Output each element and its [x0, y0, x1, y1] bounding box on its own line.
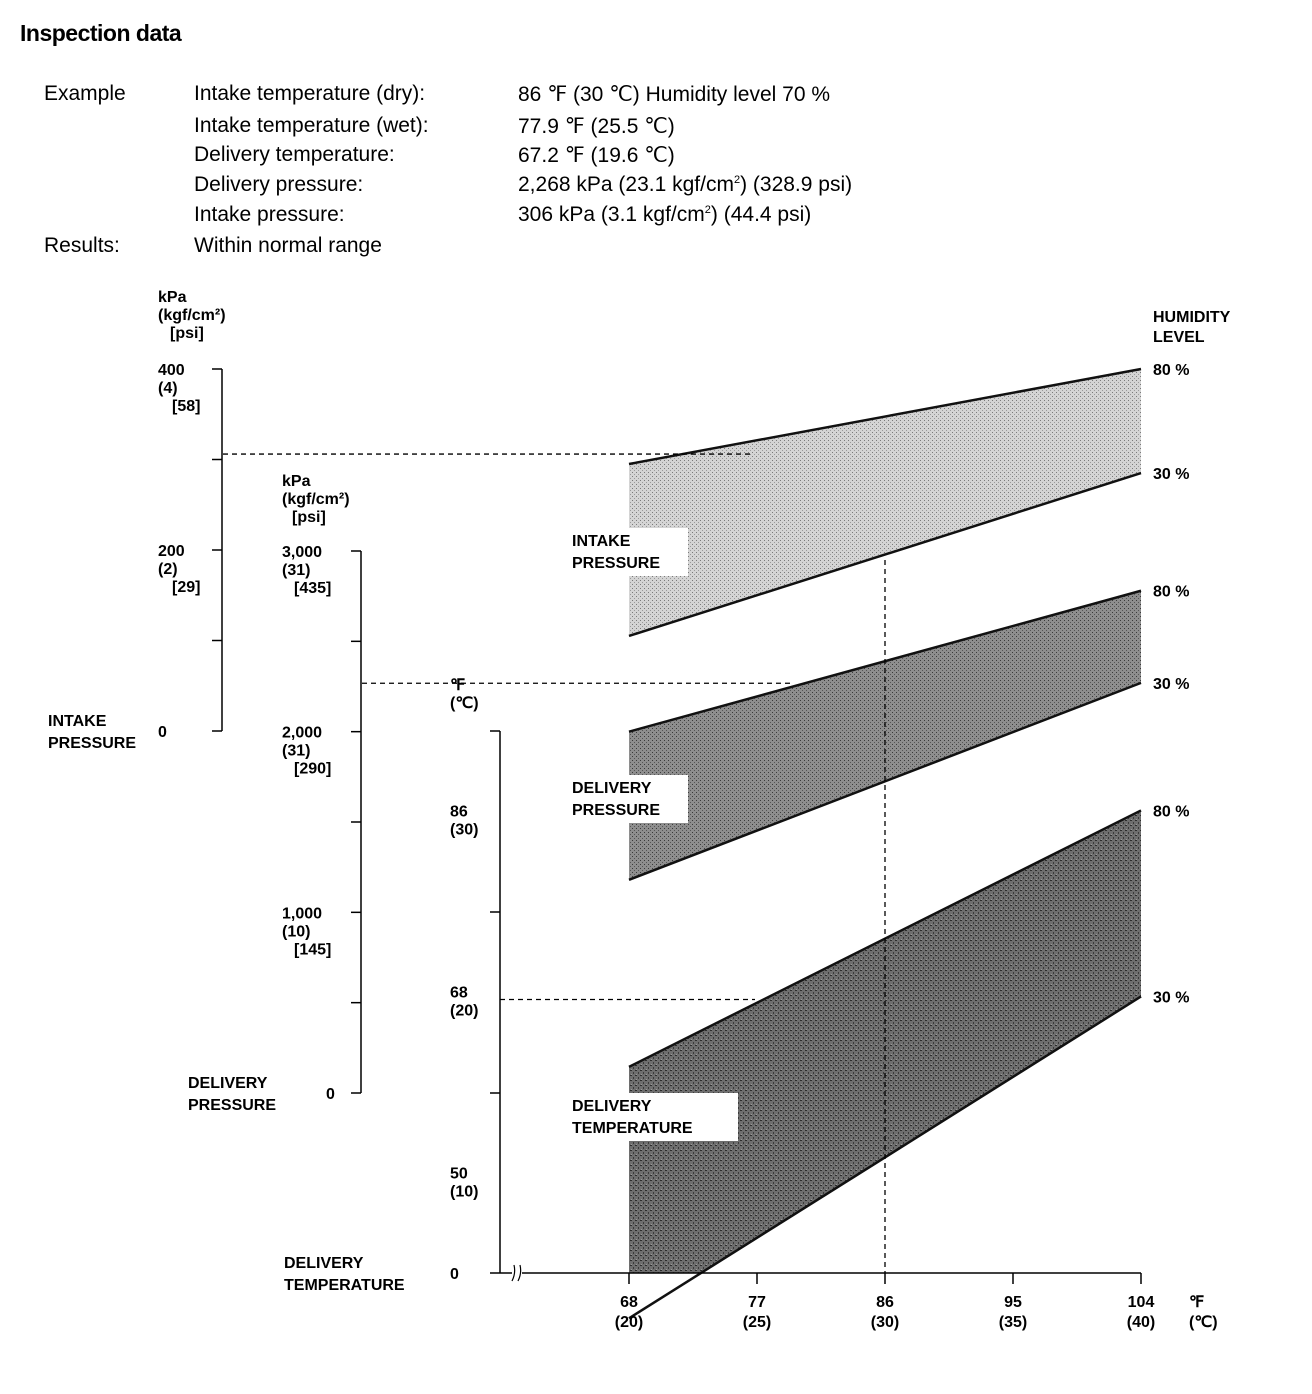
value-part: 306 kPa (3.1 kgf/cm — [518, 203, 705, 226]
row-label: Delivery temperature: — [194, 143, 395, 166]
delivery-temp-axis-title: TEMPERATURE — [284, 1277, 405, 1294]
humidity-label-high: 80 % — [1153, 803, 1190, 821]
superscript: 2 — [704, 204, 711, 216]
intake-tick-psi: [29] — [172, 579, 201, 596]
humidity-label-low: 30 % — [1153, 675, 1190, 693]
row-label: Intake temperature (dry): — [194, 82, 426, 105]
delivery-temp-unit-label: ℉ — [450, 677, 466, 694]
humidity-label-high: 80 % — [1153, 362, 1190, 379]
x-tick-f: 68 — [620, 1294, 638, 1311]
intake-axis-title: INTAKE — [48, 713, 107, 730]
row-label: Intake temperature (wet): — [194, 114, 429, 137]
intake-axis-title: PRESSURE — [48, 735, 137, 752]
delivery-pressure-tick-kpa: 3,000 — [282, 544, 323, 561]
intake-tick-kpa: 400 — [158, 362, 185, 379]
x-tick-c: (30) — [870, 1314, 900, 1331]
delivery-temp-tick-f: 68 — [450, 984, 468, 1002]
delivery-pressure-unit-label: kPa — [282, 473, 311, 490]
band-name-label: PRESSURE — [572, 802, 661, 819]
row-value: 67.2 ℉ (19.6 ℃) — [518, 144, 675, 167]
intake-tick-kgf: (2) — [158, 561, 178, 578]
humidity-header: LEVEL — [1153, 329, 1205, 346]
delivery-temp-axis-title: DELIVERY — [284, 1255, 364, 1272]
band-name-label: DELIVERY — [572, 1098, 652, 1115]
row-value: 77.9 ℉ (25.5 ℃) — [518, 115, 675, 138]
delivery-pressure-tick-kpa: 0 — [326, 1086, 335, 1103]
delivery-pressure-axis-title: DELIVERY — [188, 1075, 268, 1092]
x-unit-f: ℉ — [1189, 1294, 1205, 1311]
intake-tick-kgf: (4) — [158, 380, 178, 397]
band-name-label: INTAKE — [572, 533, 631, 550]
intake-unit-label: (kgf/cm²) — [158, 307, 226, 324]
delivery-temp-tick-f: 86 — [450, 803, 468, 821]
value-part: 2,268 kPa (23.1 kgf/cm — [518, 173, 734, 196]
results-label: Results: — [44, 234, 120, 257]
delivery-pressure-tick-psi: [290] — [294, 760, 332, 778]
delivery-pressure-tick-kgf: (31) — [282, 742, 311, 760]
delivery-pressure-tick-psi: [145] — [294, 941, 332, 959]
axis-break-mark — [512, 1265, 521, 1281]
value-part: ) (44.4 psi) — [710, 203, 812, 226]
row-value: 86 ℉ (30 ℃) Humidity level 70 % — [518, 83, 831, 106]
x-unit-c: (℃) — [1189, 1314, 1218, 1331]
delivery-pressure-tick-kgf: (31) — [282, 562, 311, 579]
humidity-label-low: 30 % — [1153, 989, 1190, 1007]
delivery-temp-tick-c: (10) — [450, 1183, 479, 1201]
band-name-label: TEMPERATURE — [572, 1120, 693, 1137]
x-tick-f: 95 — [1004, 1294, 1022, 1311]
intake-tick-kpa: 0 — [158, 724, 167, 741]
row-label: Intake pressure: — [194, 203, 345, 226]
intake-unit-label: kPa — [158, 289, 187, 306]
page-title: Inspection data — [20, 20, 182, 46]
x-tick-c: (35) — [998, 1314, 1028, 1331]
delivery-pressure-tick-psi: [435] — [294, 580, 332, 597]
delivery-temp-unit-label: (℃) — [450, 695, 479, 712]
band-name-label: DELIVERY — [572, 780, 652, 797]
x-tick-f: 86 — [876, 1294, 894, 1311]
x-tick-f: 104 — [1127, 1294, 1155, 1311]
x-tick-c: (25) — [742, 1314, 772, 1331]
x-tick-c: (20) — [614, 1314, 644, 1331]
delivery-pressure-unit-label: (kgf/cm²) — [282, 491, 350, 508]
humidity-header: HUMIDITY — [1153, 309, 1231, 326]
intake-tick-kpa: 200 — [158, 543, 185, 560]
delivery-pressure-tick-kgf: (10) — [282, 923, 311, 941]
intake-unit-label: [psi] — [170, 325, 204, 342]
delivery-temp-tick-c: (30) — [450, 821, 479, 839]
delivery-pressure-unit-label: [psi] — [292, 509, 326, 526]
delivery-pressure-tick-kpa: 2,000 — [282, 724, 323, 742]
delivery-pressure-axis-title: PRESSURE — [188, 1097, 277, 1114]
band-name-label: PRESSURE — [572, 555, 661, 572]
results-value: Within normal range — [194, 234, 382, 257]
row-label: Delivery pressure: — [194, 173, 364, 196]
superscript: 2 — [733, 174, 741, 186]
intake-tick-psi: [58] — [172, 398, 201, 415]
value-part: ) (328.9 psi) — [740, 173, 853, 196]
example-label: Example — [44, 82, 126, 105]
x-tick-f: 77 — [748, 1294, 766, 1311]
band-area — [629, 369, 1141, 636]
humidity-label-high: 80 % — [1153, 583, 1190, 601]
humidity-label-low: 30 % — [1153, 466, 1190, 484]
delivery-temp-tick-f: 0 — [450, 1266, 459, 1283]
delivery-temp-tick-f: 50 — [450, 1165, 468, 1183]
x-tick-c: (40) — [1126, 1314, 1156, 1331]
delivery-pressure-tick-kpa: 1,000 — [282, 905, 323, 923]
delivery-temp-tick-c: (20) — [450, 1002, 479, 1020]
